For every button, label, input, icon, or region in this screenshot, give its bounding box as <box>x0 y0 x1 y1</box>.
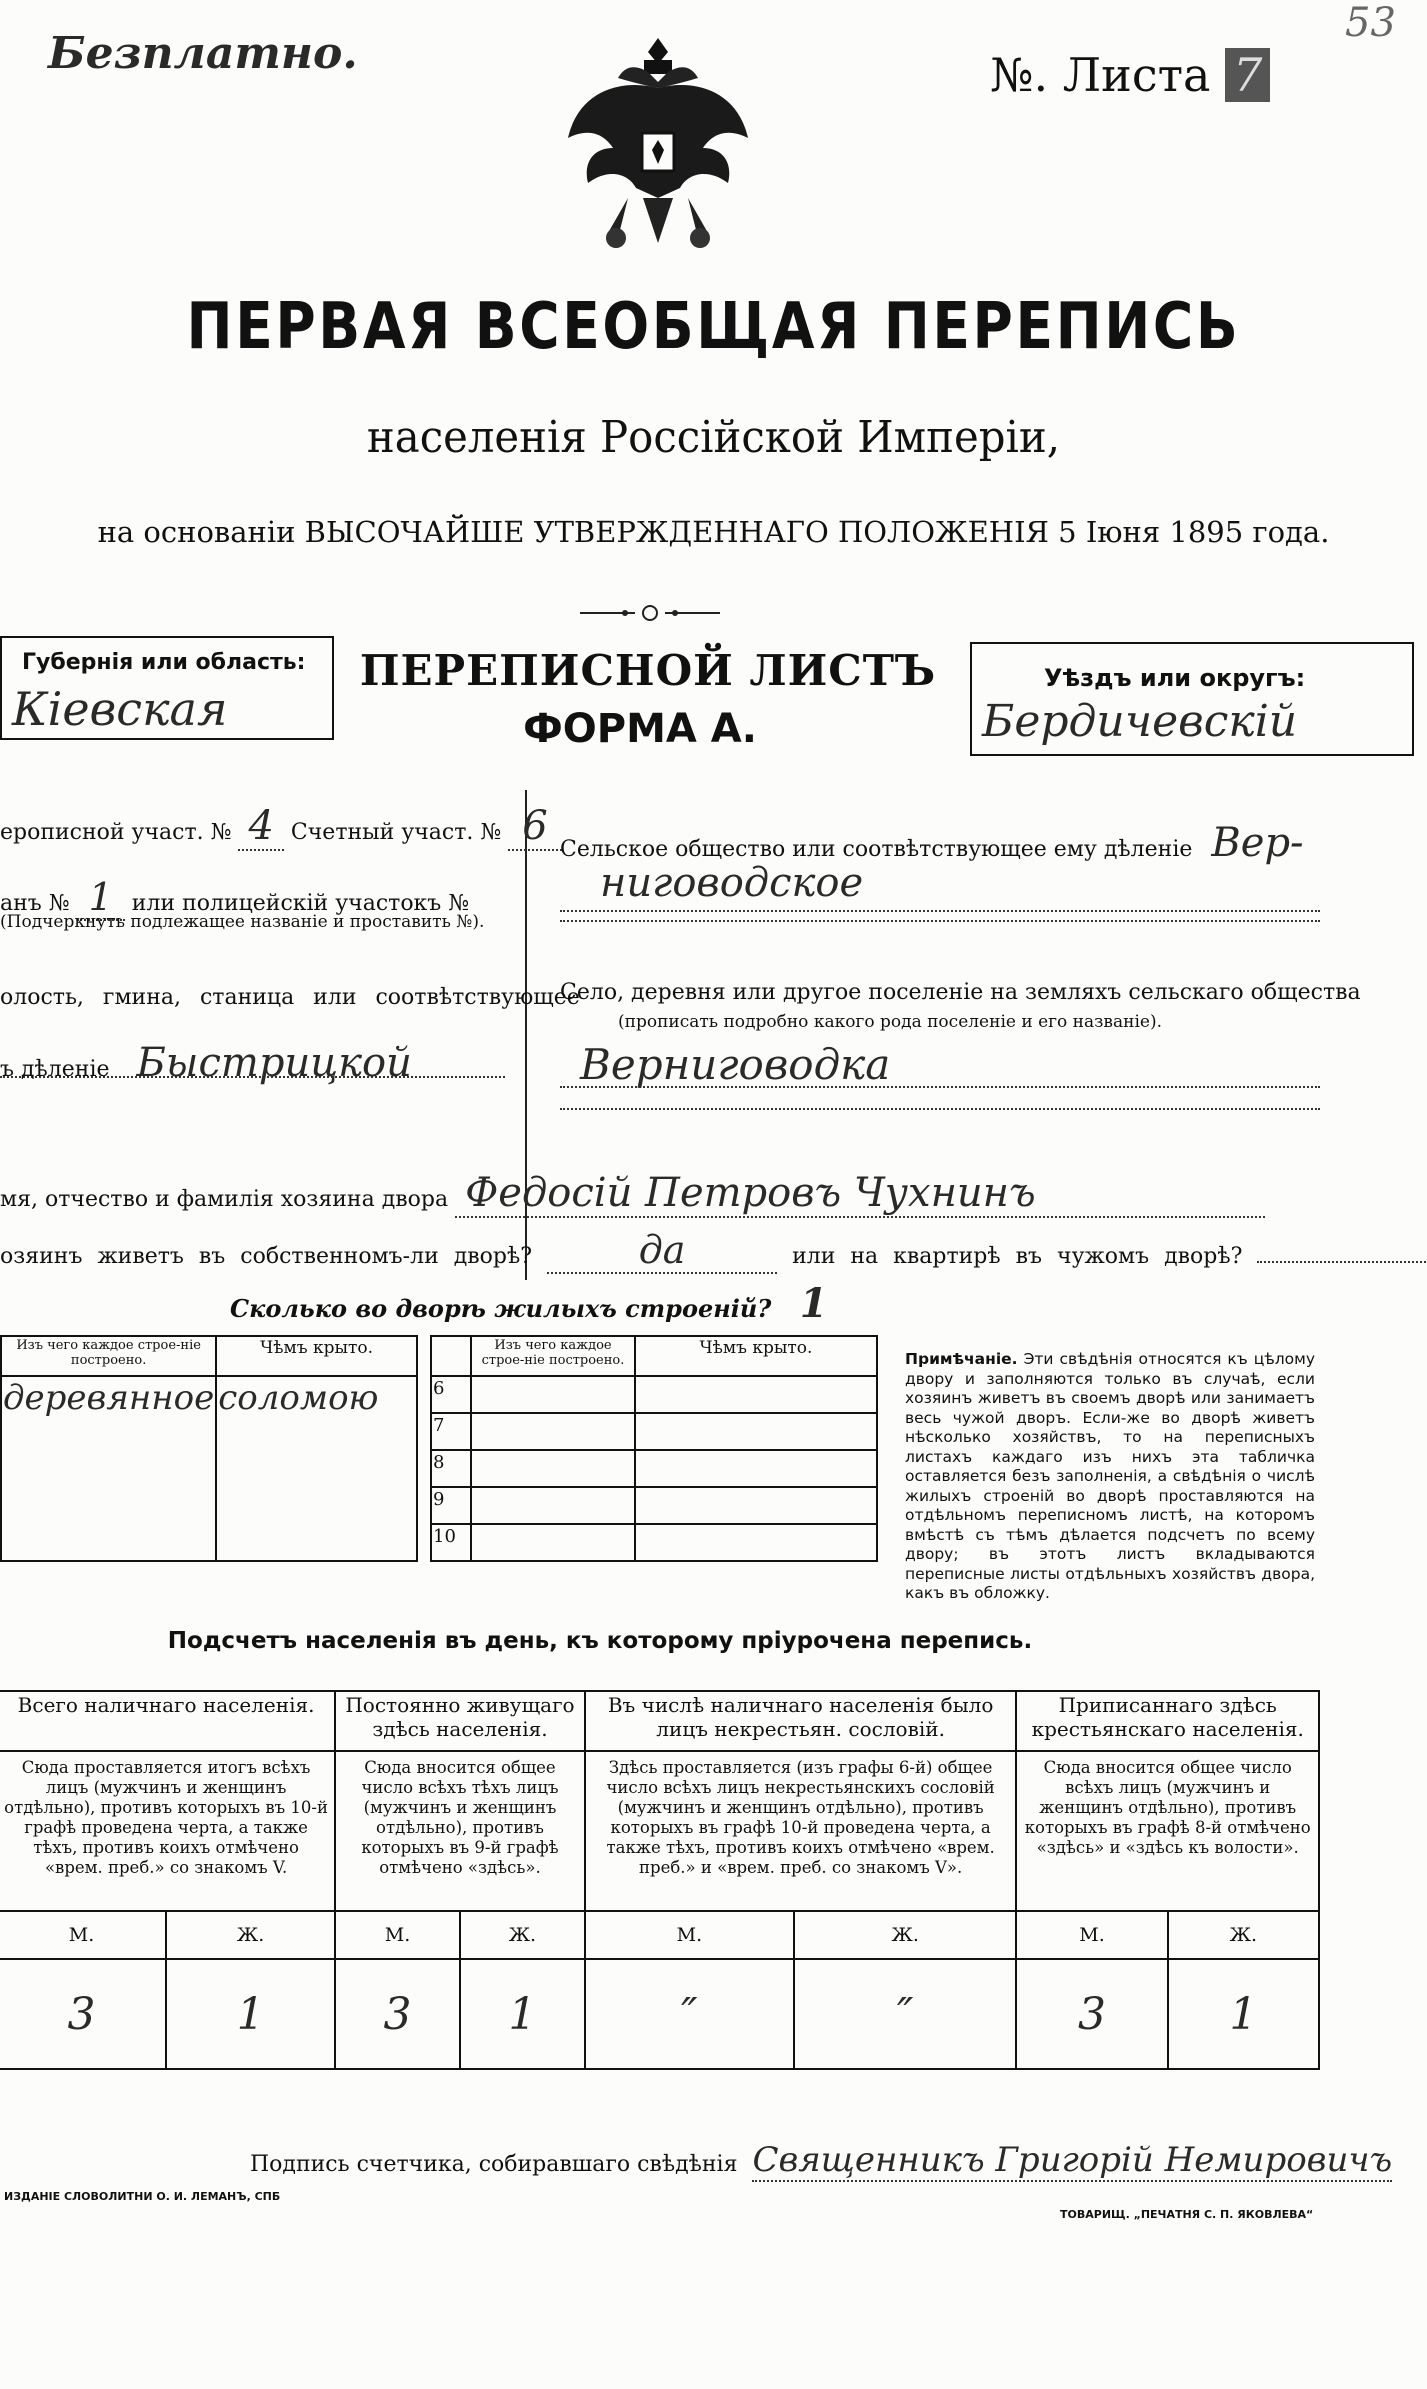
free-label: Безплатно. <box>48 28 358 79</box>
owner-name-line <box>0 1170 1310 1218</box>
obshchestvo-line-2 <box>560 860 1320 912</box>
col4-head: Приписаннаго здѣсь крестьянскаго населенія. <box>1016 1691 1319 1751</box>
signature-line <box>250 2140 1400 2180</box>
census-title: ПЕРВАЯ ВСЕОБЩАЯ ПЕРЕПИСЬ <box>186 290 1241 364</box>
sheet-value: 7 <box>1225 48 1270 102</box>
col1-desc: Сюда проставляется итогъ всѣхъ лицъ (мужчинъ и женщинъ отдѣльно), противъ которыхъ въ 10-й графѣ проведена черта, а также тѣхъ, противъ коихъ отмѣчено «врем. преб.» со знакомъ V. <box>0 1751 335 1911</box>
row-num: 6 <box>431 1376 471 1413</box>
row-num: 9 <box>431 1487 471 1524</box>
buildings-h-roof: Чѣмъ крыто. <box>216 1336 417 1376</box>
col1-m-value: 3 <box>0 1959 166 2069</box>
buildings-count-label: Сколько во дворѣ жилыхъ строеній? <box>230 1294 772 1323</box>
stan-value: 1 <box>77 875 125 921</box>
buildings-right-num-h <box>431 1336 471 1376</box>
buildings-note <box>905 1350 1315 1604</box>
col1-m-label: М. <box>0 1911 166 1959</box>
buildings-material-value: деревянное <box>1 1376 216 1561</box>
signature-value: Священникъ Григорій Немировичъ <box>752 2140 1393 2180</box>
gubernia-label: Губернія или область: <box>22 650 306 675</box>
obshchestvo-line-3 <box>560 912 1320 922</box>
sheet-number <box>990 48 1270 102</box>
buildings-h-material: Изъ чего каждое строе-ніе построено. <box>1 1336 216 1376</box>
buildings-table-left <box>0 1335 418 1562</box>
col4-desc: Сюда вносится общее число всѣхъ лицъ (мужчинъ и женщинъ отдѣльно), противъ которыхъ въ графѣ 8-й отмѣчено «здѣсь» и «здѣсь къ волости». <box>1016 1751 1319 1911</box>
col3-m-label: М. <box>585 1911 794 1959</box>
owner-name-label: мя, отчество и фамилія хозяина двора <box>0 1187 449 1212</box>
form-title: ПЕРЕПИСНОЙ ЛИСТЪ <box>359 646 937 695</box>
col4-zh-label: Ж. <box>1168 1911 1319 1959</box>
buildings-table-right <box>430 1335 878 1562</box>
obshchestvo-value-2: ниговодское <box>600 860 864 906</box>
uchastok-value: 4 <box>238 803 283 851</box>
printer-right: ТОВАРИЩ. „ПЕЧАТНЯ С. П. ЯКОВЛЕВА“ <box>1060 2208 1314 2221</box>
col3-zh-label: Ж. <box>794 1911 1017 1959</box>
col3-m-value: ″ <box>585 1959 794 2069</box>
selo-line-2 <box>560 1100 1320 1110</box>
owner-own-label: озяинъ живетъ въ собственномъ-ли дворѣ? <box>0 1244 533 1269</box>
uchastok-line <box>0 803 548 849</box>
corner-number: 53 <box>1345 0 1396 46</box>
owner-rent-value <box>1257 1261 1427 1263</box>
owner-name-value: Федосій Петровъ Чухнинъ <box>455 1170 1265 1218</box>
selo-line <box>560 1040 1320 1088</box>
stan-label: анъ № <box>0 891 70 916</box>
owner-own-value: да <box>547 1228 777 1274</box>
census-basis: на основаніи ВЫСОЧАЙШЕ УТВЕРЖДЕННАГО ПОЛОЖЕНІЯ 5 Іюня 1895 года. <box>97 515 1330 549</box>
col4-m-value: 3 <box>1016 1959 1167 2069</box>
volost-sub-label: ъ дѣленіе <box>0 1057 110 1082</box>
buildings-count-line <box>230 1280 828 1327</box>
gubernia-box <box>0 636 334 740</box>
imperial-eagle-emblem <box>558 38 758 263</box>
col4-zh-value: 1 <box>1168 1959 1319 2069</box>
selo-note: (прописать подробно какого рода поселеніе и его названіе). <box>618 1012 1162 1032</box>
col1-zh-label: Ж. <box>166 1911 335 1959</box>
volost-value: Быстрицкой <box>136 1040 412 1086</box>
census-subtitle: населенія Россійской Имперіи, <box>366 412 1061 463</box>
col2-head: Постоянно живущаго здѣсь населенія. <box>335 1691 585 1751</box>
owner-own-line <box>0 1228 1310 1274</box>
buildings-count-value: 1 <box>799 1280 828 1327</box>
buildings-right-h-roof: Чѣмъ крыто. <box>635 1336 877 1376</box>
uezd-label: Уѣздъ или округъ: <box>1044 664 1306 692</box>
obshchestvo-label: Сельское общество или соотвѣтствующее ему дѣленіе <box>560 837 1193 862</box>
col3-desc: Здѣсь проставляется (изъ графы 6-й) общее число всѣхъ лицъ некрестьянскихъ сословій (мужчинъ и женщинъ отдѣльно), противъ которыхъ въ графѣ 10-й проведена черта, а также тѣхъ, противъ коихъ отмѣчено «врем. преб.» и «врем. преб. со знакомъ V». <box>585 1751 1017 1911</box>
sheet-label: №. Листа <box>990 48 1211 102</box>
col2-desc: Сюда вносится общее число всѣхъ тѣхъ лицъ (мужчинъ и женщинъ отдѣльно), противъ которыхъ въ 9-й графѣ отмѣчено «здѣсь». <box>335 1751 585 1911</box>
selo-value: Верниговодка <box>580 1040 891 1089</box>
owner-rent-label: или на квартирѣ въ чужомъ дворѣ? <box>792 1244 1243 1269</box>
note-text: Эти свѣдѣнія относятся къ цѣлому двору и заполняются только въ случаѣ, если хозяинъ живетъ въ своемъ дворѣ или занимаетъ весь чужой дворъ. Если-же во дворѣ живетъ нѣсколько хозяйствъ, то на переписныхъ листахъ каждаго изъ нихъ эта табличка оставляется безъ заполненія, а свѣдѣнія о числѣ жилыхъ строеній во дворѣ проставляются на отдѣльномъ переписномъ листѣ, на которомъ вмѣстѣ съ тѣмъ дѣлается подсчетъ по всему двору; въ этотъ листъ вкладываются переписные листы отдѣльныхъ хозяйствъ двора, какъ въ обложку. <box>905 1350 1315 1602</box>
volost-line <box>0 1040 505 1086</box>
obshchestvo-value-1: Вер- <box>1211 820 1304 866</box>
note-head: Примѣчаніе. <box>905 1350 1018 1368</box>
selo-label: Село, деревня или другое поселеніе на земляхъ сельскаго общества <box>560 980 1361 1005</box>
uezd-value: Бердичевскій <box>982 696 1298 747</box>
row-num: 7 <box>431 1413 471 1450</box>
count-title: Подсчетъ населенія въ день, къ которому пріурочена перепись. <box>167 1628 1033 1654</box>
signature-label: Подпись счетчика, собиравшаго свѣдѣнія <box>250 2152 738 2177</box>
col1-zh-value: 1 <box>166 1959 335 2069</box>
gubernia-value: Кіевская <box>12 682 228 736</box>
population-table <box>0 1690 1320 2070</box>
col2-m-value: 3 <box>335 1959 460 2069</box>
schetny-label: Счетный участ. № <box>290 820 502 845</box>
row-num: 10 <box>431 1524 471 1561</box>
col3-zh-value: ″ <box>794 1959 1017 2069</box>
uchastok-label: ерописной участ. № <box>0 820 232 845</box>
form-sub: ФОРМА А. <box>523 706 757 752</box>
col2-zh-label: Ж. <box>460 1911 585 1959</box>
uezd-box <box>970 642 1414 756</box>
col2-zh-value: 1 <box>460 1959 585 2069</box>
col1-head: Всего наличнаго населенія. <box>0 1691 335 1751</box>
row-num: 8 <box>431 1450 471 1487</box>
col3-head: Въ числѣ наличнаго населенія было лицъ некрестьян. сословій. <box>585 1691 1017 1751</box>
printer-left: ИЗДАНІЕ СЛОВОЛИТНИ О. И. ЛЕМАНЪ, СПБ <box>4 2190 281 2203</box>
stan-note: (Подчеркнуть подлежащее названіе и проставить №). <box>0 912 485 932</box>
schetny-value: 6 <box>508 803 561 851</box>
volost-label: олость, гмина, станица или соотвѣтствующее <box>0 985 580 1010</box>
police-label: или полицейскій участокъ № <box>131 891 470 916</box>
buildings-right-h-material: Изъ чего каждое строе-ніе построено. <box>471 1336 635 1376</box>
ornament-divider <box>580 602 720 624</box>
col2-m-label: М. <box>335 1911 460 1959</box>
buildings-roof-value: соломою <box>216 1376 417 1561</box>
col4-m-label: М. <box>1016 1911 1167 1959</box>
